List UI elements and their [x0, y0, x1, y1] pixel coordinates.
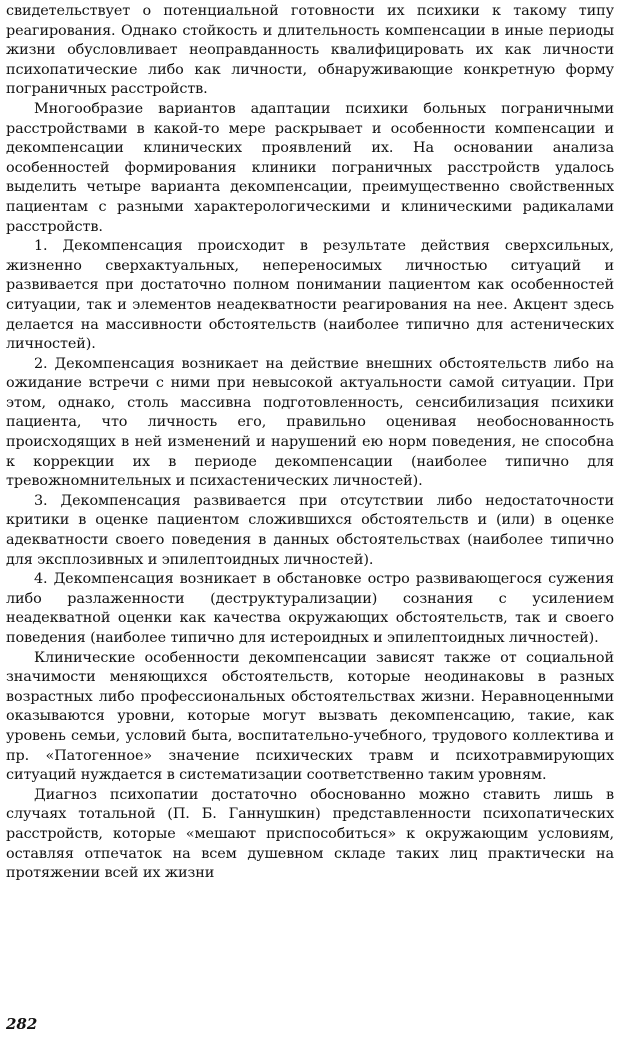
paragraph: 2. Декомпенсация возникает на действие внешних обстоятельств либо на ожидание встречи с ними при невысокой актуальности самой ситуации. При этом, однако, столь массивна подготовленность, сенсибилизация психики пациента, что личность его, правильно оценивая необоснованность происходящих в ней изменений и нарушений ею норм поведения, не способна к коррекции их в периоде декомпенсации (наиболее типично для тревожномнительных и психастенических личностей).	[6, 355, 614, 490]
paragraph: Клинические особенности декомпенсации зависят также от социальной значимости меняющихся обстоятельств, которые неодинаковы в разных возрастных либо профессиональных обстоятельствах жизни. Неравноценными оказываются уровни, которые могут вызвать декомпенсацию, такие, как уровень семьи, условий быта, воспитательно-учебного, трудового коллектива и пр. «Патогенное» значение психических травм и психотравмирующих ситуаций нуждается в систематизации соответственно таким уровням.	[6, 649, 614, 784]
body-text	[6, 2, 614, 884]
paragraph: 3. Декомпенсация развивается при отсутствии либо недостаточности критики в оценке пациентом сложившихся обстоятельств и (или) в оценке адекватности своего поведения в данных обстоятельствах (наиболее типично для эксплозивных и эпилептоидных личностей).	[6, 492, 614, 568]
paragraph: Многообразие вариантов адаптации психики больных пограничными расстройствами в какой-то мере раскрывает и особенности компенсации и декомпенсации клинических проявлений их. На основании анализа особенностей формирования клиники пограничных расстройств удалось выделить четыре варианта декомпенсации, преимущественно свойственных пациентам с разными характерологическими и клиническими радикалами расстройств.	[6, 100, 614, 235]
page-number: 282	[6, 1015, 38, 1033]
paragraph: свидетельствует о потенциальной готовности их психики к такому типу реагирования. Однако стойкость и длительность компенсации в иные периоды жизни обусловливает неоправданность квалифицировать их как личности психопатические либо как личности, обнаруживающие конкретную форму пограничных расстройств.	[6, 3, 614, 98]
paragraph: 1. Декомпенсация происходит в результате действия сверхсильных, жизненно сверхактуальных, непереносимых личностью ситуаций и развивается при достаточно полном понимании пациентом как особенностей ситуации, так и элементов неадекватности реагирования на нее. Акцент здесь делается на массивности обстоятельств (наиболее типично для астенических личностей).	[6, 238, 614, 353]
paragraph: 4. Декомпенсация возникает в обстановке остро развивающегося сужения либо разлаженности (деструктурализации) сознания с усилением неадекватной оценки как качества окружающих обстоятельств, так и своего поведения (наиболее типично для истероидных и эпилептоидных личностей).	[6, 571, 614, 646]
paragraph: Диагноз психопатии достаточно обоснованно можно ставить лишь в случаях тотальной (П. Б. Ганнушкин) представленности психопатических расстройств, которые «мешают приспособиться» к окружающим условиям, оставляя отпечаток на всем душевном складе таких лиц практически на протяжении всей их жизни	[6, 786, 614, 882]
